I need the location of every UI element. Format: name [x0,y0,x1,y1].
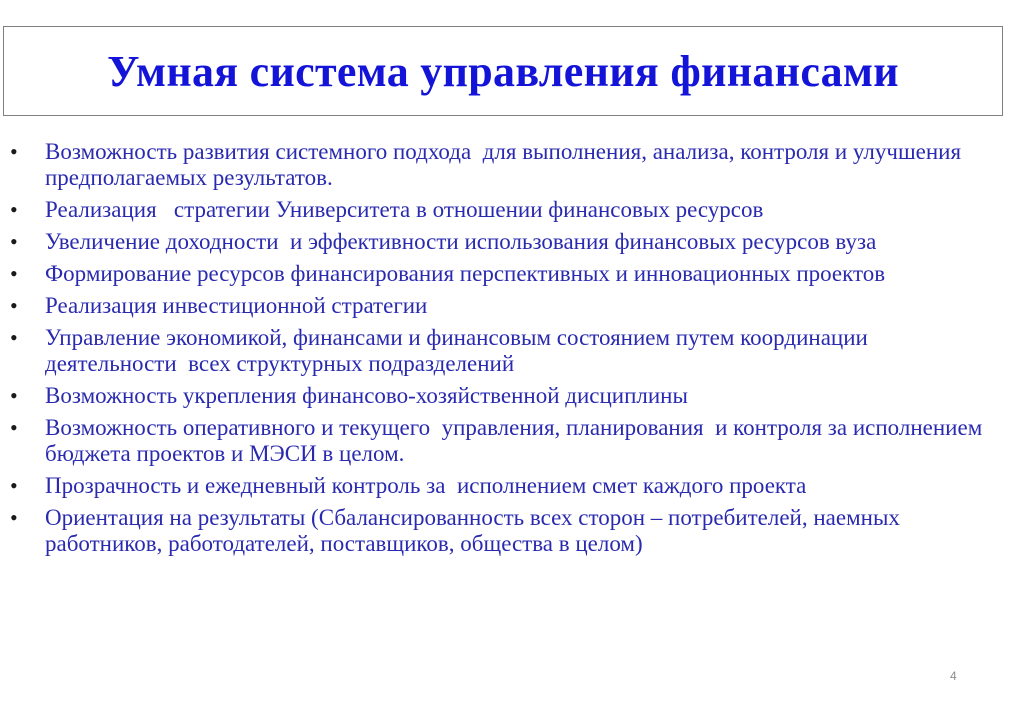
bullet-text: Прозрачность и ежедневный контроль за исполнением смет каждого проекта [45,473,807,498]
page-number: 4 [950,669,957,683]
list-item [8,197,998,223]
list-item [8,415,998,467]
list-item [8,505,998,557]
bullet-text: Формирование ресурсов финансирования перспективных и инновационных проектов [45,261,886,286]
slide-title: Умная система управления финансами [107,46,899,96]
bullet-text: Возможность развития системного подхода для выполнения, анализа, контроля и улучшения предполагаемых результатов. [45,139,967,190]
list-item [8,229,998,255]
list-item [8,293,998,319]
list-item [8,325,998,377]
bullet-text: Управление экономикой, финансами и финансовым состоянием путем координации деятельности всех структурных подразделений [45,325,874,376]
bullet-dot-icon: • [10,473,18,498]
list-item [8,473,998,499]
bullet-text: Возможность оперативного и текущего управления, планирования и контроля за исполнением бюджета проектов и МЭСИ в целом. [45,415,988,466]
list-item [8,261,998,287]
bullet-dot-icon: • [10,383,18,408]
bullet-dot-icon: • [10,229,18,254]
bullet-dot-icon: • [10,325,18,350]
bullet-dot-icon: • [10,197,18,222]
bullet-dot-icon: • [10,293,18,318]
bullet-text: Реализация стратегии Университета в отношении финансовых ресурсов [45,197,764,222]
title-box [3,26,1003,116]
bullet-dot-icon: • [10,139,18,164]
list-item [8,383,998,409]
bullet-text: Реализация инвестиционной стратегии [45,293,428,318]
bullet-text: Возможность укрепления финансово-хозяйственной дисциплины [45,383,688,408]
bullet-dot-icon: • [10,261,18,286]
bullet-dot-icon: • [10,505,18,530]
bullet-dot-icon: • [10,415,18,440]
bullet-list [8,139,998,563]
bullet-text: Ориентация на результаты (Сбалансированность всех сторон – потребителей, наемных работников, работодателей, поставщиков, общества в целом) [45,505,906,556]
bullet-text: Увеличение доходности и эффективности использования финансовых ресурсов вуза [45,229,877,254]
list-item [8,139,998,191]
